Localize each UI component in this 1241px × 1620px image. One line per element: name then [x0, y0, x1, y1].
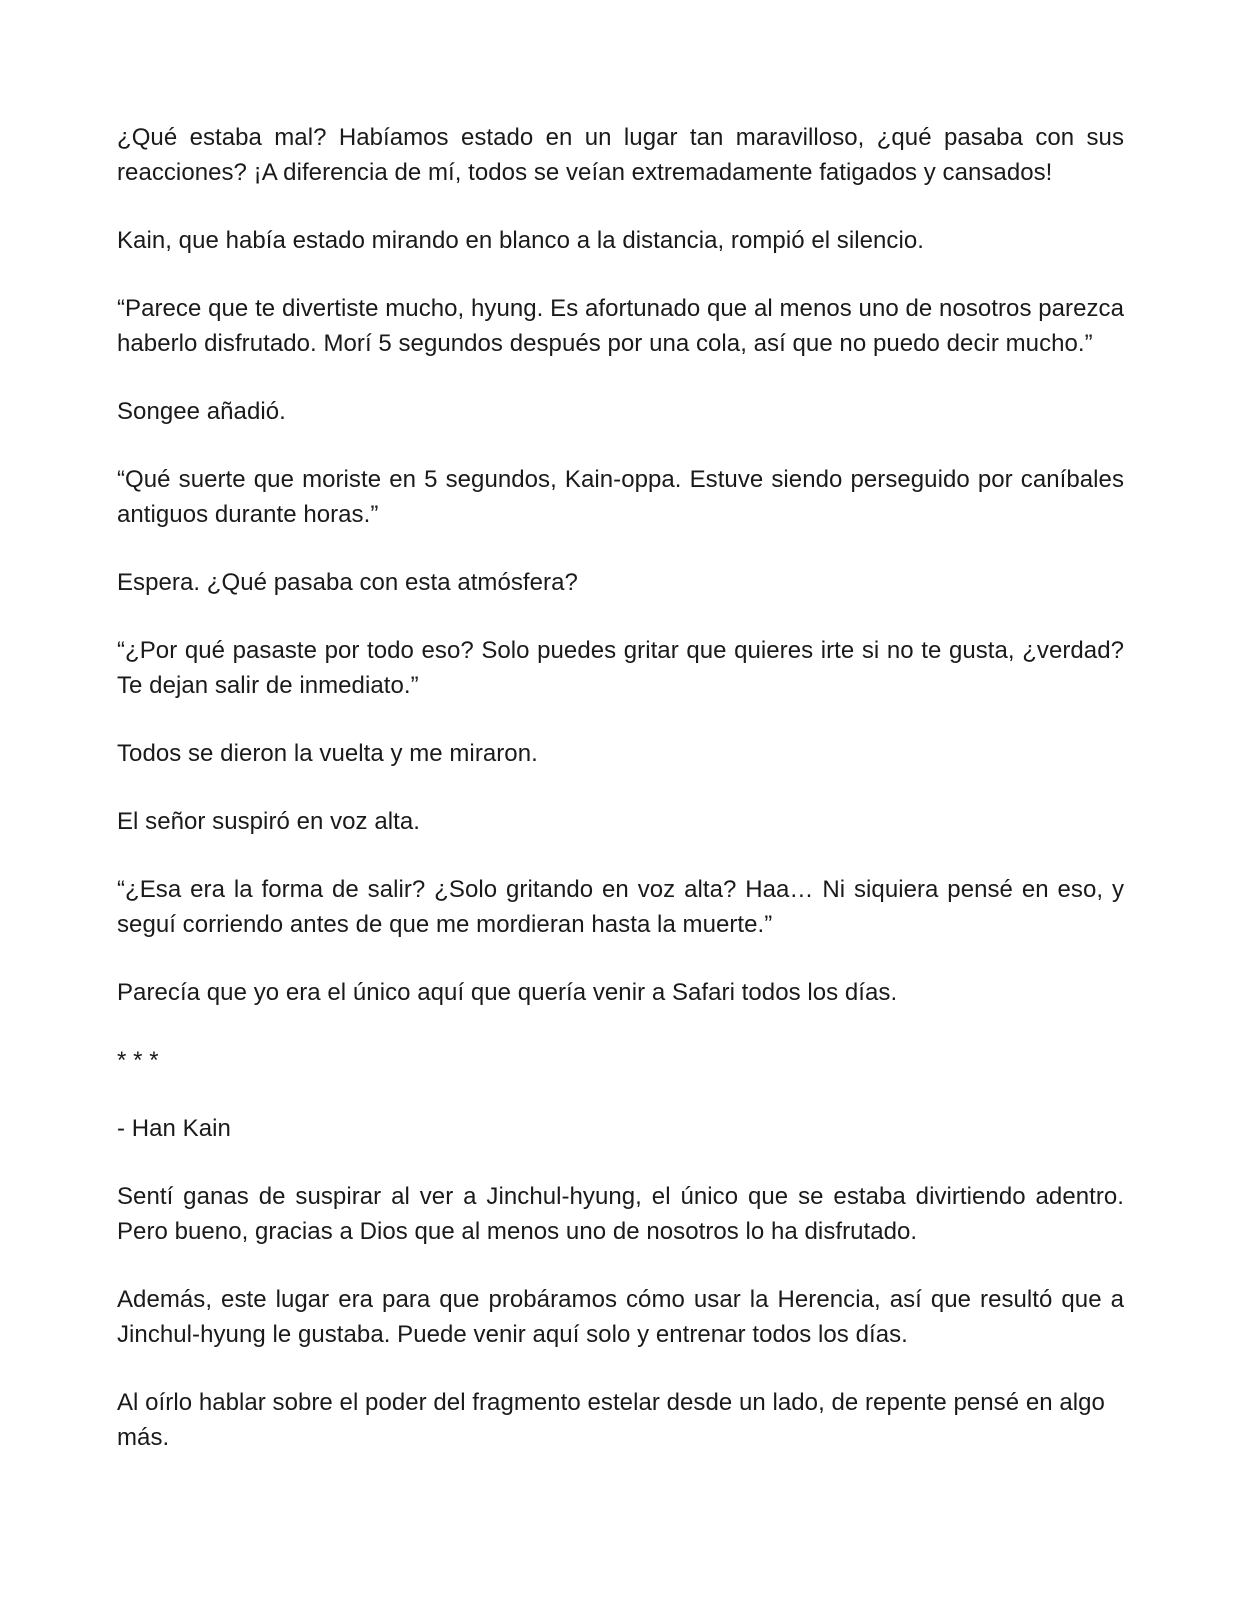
paragraph-8: Todos se dieron la vuelta y me miraron.: [117, 740, 538, 767]
pov-heading: - Han Kain: [117, 1115, 231, 1142]
paragraph-10: “¿Esa era la forma de salir? ¿Solo gritando en voz alta? Haa… Ni siquiera pensé en eso, y seguí corriendo antes de que me mordieran hasta la muerte.”: [117, 876, 1124, 938]
scene-break: * * *: [117, 1047, 159, 1074]
paragraph-2: Kain, que había estado mirando en blanco a la distancia, rompió el silencio.: [117, 227, 924, 254]
paragraph-14: Al oírlo hablar sobre el poder del fragmento estelar desde un lado, de repente pensé en algo más.: [117, 1389, 1105, 1451]
paragraph-9: El señor suspiró en voz alta.: [117, 808, 420, 835]
paragraph-3: “Parece que te divertiste mucho, hyung. Es afortunado que al menos uno de nosotros parezca haberlo disfrutado. Morí 5 segundos después por una cola, así que no puedo decir mucho.”: [117, 295, 1124, 357]
paragraph-11: Parecía que yo era el único aquí que quería venir a Safari todos los días.: [117, 979, 898, 1006]
paragraph-1: ¿Qué estaba mal? Habíamos estado en un lugar tan maravilloso, ¿qué pasaba con sus reacciones? ¡A diferencia de mí, todos se veían extremadamente fatigados y cansados!: [117, 124, 1124, 186]
paragraph-4: Songee añadió.: [117, 398, 286, 425]
paragraph-7: “¿Por qué pasaste por todo eso? Solo puedes gritar que quieres irte si no te gusta, ¿verdad? Te dejan salir de inmediato.”: [117, 637, 1124, 699]
paragraph-12: Sentí ganas de suspirar al ver a Jinchul-hyung, el único que se estaba divirtiendo adentro. Pero bueno, gracias a Dios que al menos uno de nosotros lo ha disfrutado.: [117, 1183, 1124, 1245]
paragraph-5: “Qué suerte que moriste en 5 segundos, Kain-oppa. Estuve siendo perseguido por caníbales antiguos durante horas.”: [117, 466, 1124, 528]
paragraph-13: Además, este lugar era para que probáramos cómo usar la Herencia, así que resultó que a Jinchul-hyung le gustaba. Puede venir aquí solo y entrenar todos los días.: [117, 1286, 1124, 1348]
paragraph-6: Espera. ¿Qué pasaba con esta atmósfera?: [117, 569, 578, 596]
